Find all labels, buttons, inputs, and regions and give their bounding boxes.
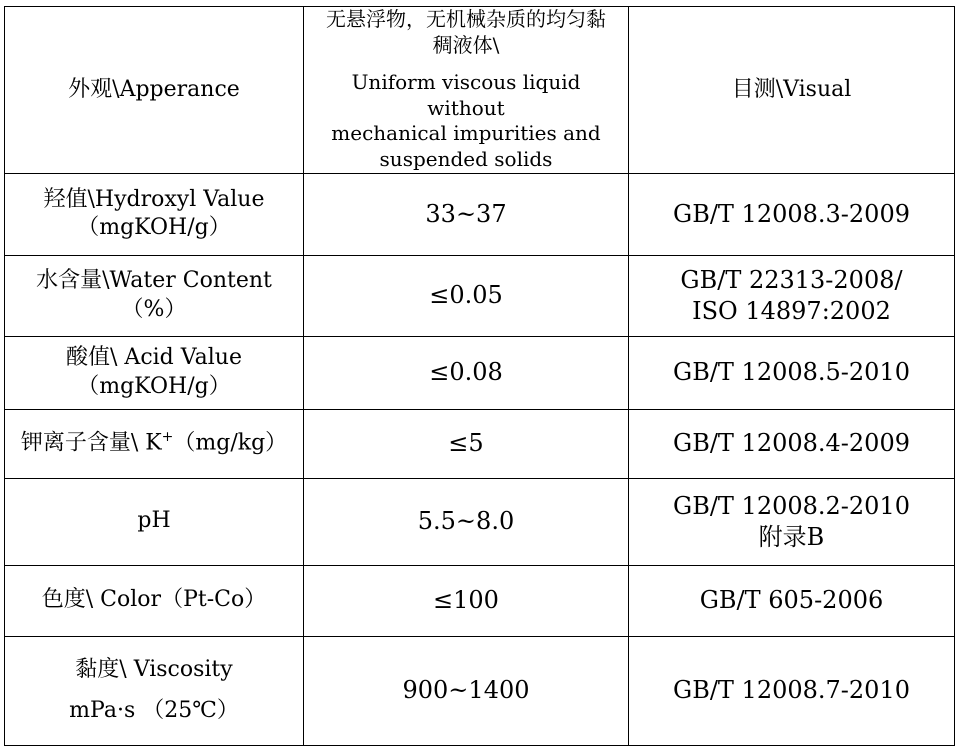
property-cell: [5, 636, 304, 745]
property-cell: [5, 409, 304, 478]
value-cell: [304, 565, 629, 636]
property-label: 黏度\ Viscosity: [75, 657, 233, 683]
property-label: 羟值\Hydroxyl Value: [43, 186, 265, 212]
value-cell: [304, 636, 629, 745]
value-label: ≤5: [448, 429, 484, 458]
property-label: 水含量\Water Content: [36, 268, 272, 294]
property-cell: [5, 478, 304, 565]
property-cell: [5, 336, 304, 409]
method-cell: [629, 409, 955, 478]
method-cell: [629, 636, 955, 745]
method-line: GB/T 22313-2008/: [680, 265, 903, 294]
property-unit: （mg/kg）: [173, 430, 288, 456]
table-row-potassium-content: [5, 409, 955, 478]
property-unit: （mgKOH/g）: [77, 215, 231, 241]
method-cell: [629, 173, 955, 255]
value-cell: [304, 478, 629, 565]
table-row-hydroxyl-value: [5, 173, 955, 255]
property-cell: [5, 565, 304, 636]
value-cell: [304, 7, 629, 174]
property-label: 酸值\ Acid Value: [66, 345, 242, 371]
method-cell: [629, 7, 955, 174]
value-cell: [304, 336, 629, 409]
method-cell: [629, 336, 955, 409]
table-row-acid-value: [5, 336, 955, 409]
table-row-water-content: [5, 255, 955, 336]
method-cell: [629, 478, 955, 565]
method-cell: [629, 565, 955, 636]
value-line: 无悬浮物，无机械杂质的均匀黏: [326, 7, 606, 31]
superscript-plus: +: [161, 429, 174, 446]
value-label: ≤0.08: [429, 358, 503, 387]
property-unit: mPa·s （25℃）: [69, 697, 239, 723]
value-line-en: mechanical impurities and: [331, 121, 601, 146]
value-label: ≤0.05: [429, 281, 503, 310]
specification-table: [4, 6, 955, 746]
property-label: 钾离子含量\ K: [20, 430, 162, 456]
method-label: GB/T 12008.4-2009: [673, 429, 910, 458]
property-unit: （%）: [121, 296, 187, 322]
value-cell: [304, 255, 629, 336]
table-row-appearance: [5, 7, 955, 174]
method-label: GB/T 605-2006: [699, 586, 884, 615]
value-label: ≤100: [433, 586, 499, 615]
method-label: GB/T 12008.5-2010: [673, 358, 910, 387]
table-row-ph: [5, 478, 955, 565]
value-label: 900~1400: [402, 676, 530, 705]
value-cell: [304, 173, 629, 255]
method-line: GB/T 12008.2-2010: [673, 491, 910, 520]
method-cell: [629, 255, 955, 336]
property-cell: [5, 7, 304, 174]
value-label: 5.5~8.0: [417, 507, 515, 536]
property-cell: [5, 173, 304, 255]
value-label: 33~37: [425, 199, 507, 228]
property-label: 色度\ Color（Pt-Co）: [41, 587, 267, 613]
property-cell: [5, 255, 304, 336]
method-label: GB/T 12008.3-2009: [673, 199, 910, 228]
method-label: 目测\Visual: [731, 76, 852, 102]
property-unit: （mgKOH/g）: [77, 373, 231, 399]
value-cell: [304, 409, 629, 478]
property-label: 外观\Apperance: [68, 76, 240, 102]
method-line: 附录B: [758, 522, 825, 551]
method-label: GB/T 12008.7-2010: [673, 676, 910, 705]
value-line-en: suspended solids: [379, 146, 553, 171]
table-row-viscosity: [5, 636, 955, 745]
value-line: 稠液体\: [432, 32, 500, 57]
table-row-color: [5, 565, 955, 636]
property-label: pH: [137, 508, 171, 534]
method-line: ISO 14897:2002: [692, 296, 891, 325]
value-line-en: Uniform viscous liquid without: [351, 70, 581, 120]
